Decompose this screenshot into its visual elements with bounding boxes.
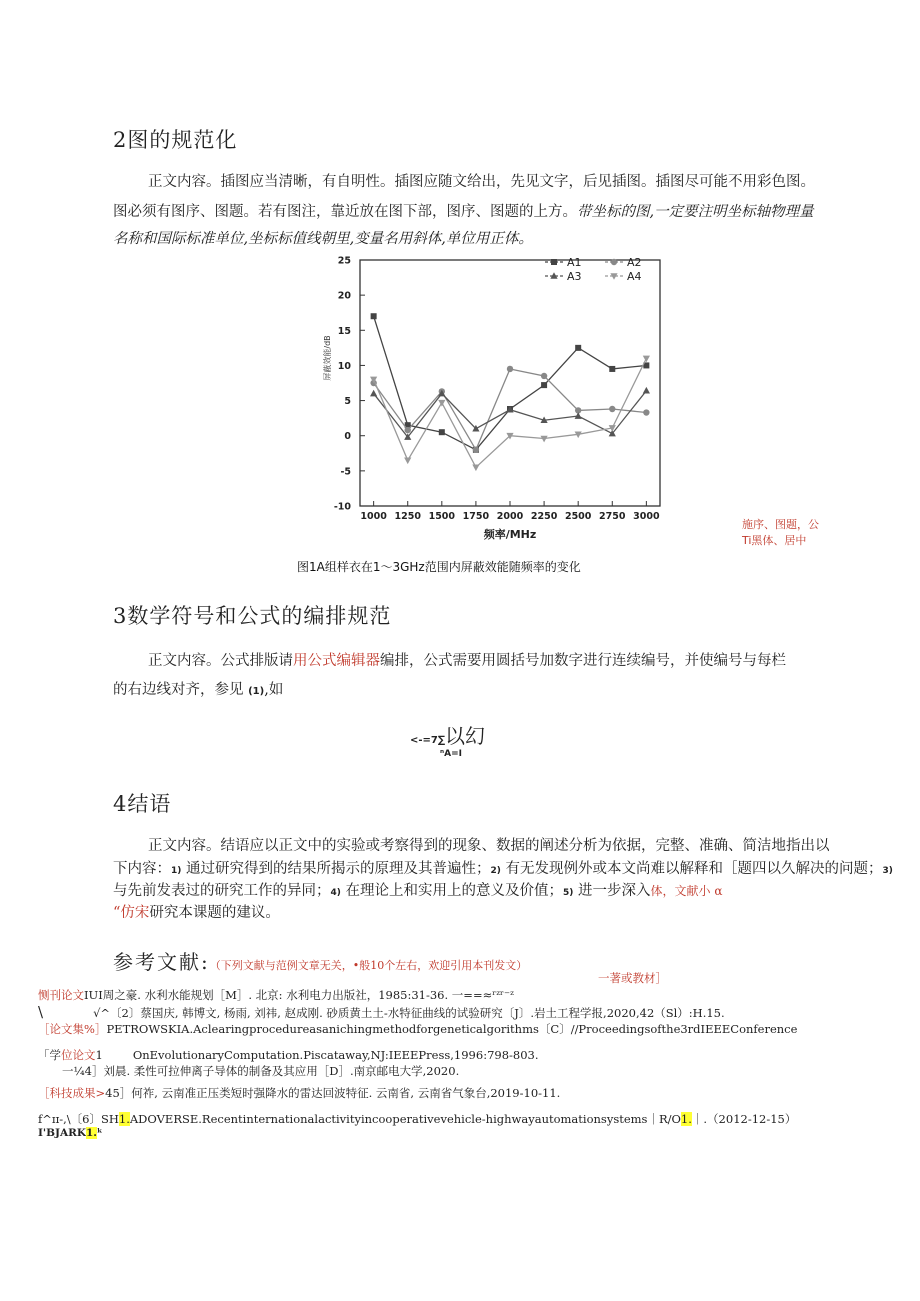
formula bbox=[410, 720, 485, 749]
s4-text: 下内容： bbox=[113, 861, 171, 877]
section4-heading: 4结语 bbox=[113, 792, 172, 816]
section3-text-c: 的右边线对齐，参见 bbox=[113, 682, 244, 698]
data-point bbox=[609, 366, 615, 372]
section3-heading: 3数学符号和公式的编排规范 bbox=[113, 604, 392, 628]
ref-text: ADOVERSE.Recentinternationalactivityincooperativevehicle-highwayautomationsystems｜R/O bbox=[129, 1112, 681, 1126]
ref-text: 45］何祚, 云南准正压类短时强降水的雷达回波特征. 云南省, 云南省气象台,2019-10-11. bbox=[105, 1086, 561, 1100]
x-tick-label: 2000 bbox=[496, 511, 524, 522]
ref-text: PETROWSKIA.Aclearingprocedureasanichingmethodforgeneticalgorithms〔C〕//Proceedingsofthe3rdIEEEConference bbox=[106, 1022, 798, 1036]
section2-para-line1: 正文内容。插图应当清晰，有自明性。插图应随文给出，先见文字，后见插图。插图尽可能不用彩色图。 bbox=[148, 174, 815, 190]
data-point bbox=[405, 427, 411, 433]
series-A4 bbox=[370, 356, 650, 472]
s4-text: 有无发现例外或本文尚难以解释和［题四以久解决的问题； bbox=[500, 861, 883, 877]
section2-para-line2-italic: 带坐标的图,一定要注明坐标轴物理量 bbox=[577, 204, 814, 220]
section3-text-b: 编排，公式需要用圆括号加数字进行连续编号，并使编号与每栏 bbox=[380, 653, 786, 669]
y-tick-label: 5 bbox=[344, 396, 351, 408]
font-note: 体，文献小 α bbox=[650, 884, 723, 898]
data-point bbox=[609, 406, 615, 412]
ref-text: ｜.（2012-12-15） bbox=[691, 1112, 797, 1126]
figure-caption: 图1A组样衣在1～3GHz范围内屏蔽效能随频率的变化 bbox=[297, 560, 581, 574]
reference-2 bbox=[38, 1003, 725, 1021]
ref-mark: 1 bbox=[95, 1048, 103, 1062]
section3-text-d: ,如 bbox=[264, 682, 284, 698]
data-point bbox=[438, 400, 445, 407]
references-note: （下列文献与范例文章无关，•般10个左右，欢迎引用本刊发文） bbox=[209, 959, 528, 972]
ref-text: √^〔2〕蔡国庆, 韩博文, 杨雨, 刘祎, 赵成刚. 砂质黄土土-水特征曲线的试验研究〔J〕.岩土工程学报,2020,42（Sl）:H.15. bbox=[93, 1006, 725, 1020]
s4-num: 2) bbox=[490, 866, 501, 876]
data-point bbox=[575, 345, 581, 351]
ref-type-tag: 恻刊论文 bbox=[38, 988, 84, 1002]
highlight-mark: 1. bbox=[85, 1127, 97, 1139]
ref-mark: 「学 bbox=[38, 1048, 61, 1062]
section4-line3 bbox=[113, 880, 722, 904]
x-tick-label: 2250 bbox=[530, 511, 558, 522]
s4-num: 5) bbox=[563, 888, 574, 898]
x-axis-label: 频率/MHz bbox=[483, 528, 537, 541]
data-point bbox=[507, 366, 513, 372]
ref-mark: \ bbox=[38, 1003, 44, 1021]
highlight-mark: 1. bbox=[680, 1112, 692, 1126]
reference-8 bbox=[38, 1127, 102, 1139]
references-header bbox=[113, 946, 527, 975]
y-tick-label: -5 bbox=[340, 466, 351, 478]
y-tick-label: 0 bbox=[344, 431, 351, 443]
y-tick-label: -10 bbox=[333, 501, 351, 513]
reference-1 bbox=[38, 987, 514, 1003]
data-point bbox=[404, 458, 411, 465]
figure-side-note bbox=[742, 517, 819, 549]
ref-type-tag: ［论文集%］ bbox=[38, 1022, 107, 1036]
font-note-2: “仿宋 bbox=[113, 905, 150, 921]
data-point bbox=[472, 465, 479, 472]
ref-text: I'BJARK bbox=[38, 1127, 86, 1139]
data-point bbox=[439, 429, 445, 435]
plot-frame bbox=[360, 260, 660, 506]
reference-3 bbox=[38, 1021, 797, 1037]
data-point bbox=[643, 356, 650, 363]
section4-line2 bbox=[113, 858, 893, 882]
y-tick-label: 10 bbox=[337, 360, 351, 372]
ref-type-tag: ［科技成果> bbox=[38, 1086, 106, 1100]
formula-subscript: ⁿA=I bbox=[440, 749, 462, 759]
section2-para-line2-normal: 图必须有图序、图题。若有图注，靠近放在图下部，图序、图题的上方。 bbox=[113, 204, 577, 220]
references-right-note: 一著或教材］ bbox=[598, 971, 667, 985]
side-note-line2: Ti黑体、居中 bbox=[742, 534, 807, 547]
side-note-line1: 施序、图题，公 bbox=[742, 518, 819, 531]
y-axis-label: 屏蔽效能/dB bbox=[323, 335, 332, 381]
x-tick-label: 1250 bbox=[394, 511, 421, 522]
reference-6 bbox=[38, 1085, 560, 1101]
reference-5: 一¼4］刘晨. 柔性可拉伸离子导体的制备及其应用［D］.南京邮电大学,2020. bbox=[62, 1064, 460, 1078]
formula-part-small: <-=7∑ bbox=[410, 735, 446, 746]
section3-para-line2 bbox=[113, 679, 283, 703]
formula-part-big: 以幻 bbox=[445, 724, 486, 748]
ref-text: IUI周之豪. 水利水能规划［M］. 北京: 水利电力出版社，1985:31-36. 一==≈ʳᶻʳ⁻ᶻ bbox=[84, 988, 514, 1002]
data-point bbox=[371, 313, 377, 319]
data-point bbox=[541, 382, 547, 388]
section2-heading: 2图的规范化 bbox=[113, 128, 238, 152]
section4-line4 bbox=[113, 902, 280, 924]
data-point bbox=[643, 409, 649, 415]
legend-label: A1 bbox=[567, 256, 582, 269]
data-point bbox=[541, 373, 547, 379]
shielding-chart bbox=[300, 248, 670, 548]
data-point bbox=[611, 259, 617, 265]
data-point bbox=[473, 447, 479, 453]
x-tick-label: 2750 bbox=[599, 511, 626, 522]
section3-text-a: 正文内容。公式排版请 bbox=[148, 653, 293, 669]
data-point bbox=[370, 390, 377, 397]
series-line bbox=[374, 358, 647, 467]
highlight-mark: 1. bbox=[118, 1112, 130, 1126]
reference-4 bbox=[38, 1047, 539, 1063]
s4-text: 进一步深入 bbox=[573, 883, 651, 899]
y-tick-label: 20 bbox=[337, 290, 351, 302]
s4-num: 3) bbox=[882, 866, 893, 876]
references-heading: 参考文献: bbox=[113, 950, 210, 974]
section4-line1: 正文内容。结语应以正文中的实验或考察得到的现象、数据的阐述分析为依据，完整、准确、简洁地指出以 bbox=[148, 838, 830, 854]
data-point bbox=[575, 412, 582, 419]
x-tick-label: 1750 bbox=[462, 511, 490, 522]
ref-text: ᵏ bbox=[96, 1127, 103, 1139]
section2-para-line3: 名称和国际标准单位,坐标标值线朝里,变量名用斜体,单位用正体。 bbox=[113, 231, 533, 247]
y-tick-label: 15 bbox=[337, 325, 351, 337]
data-point bbox=[551, 259, 557, 265]
data-point bbox=[540, 436, 547, 443]
legend-label: A4 bbox=[627, 270, 642, 283]
x-tick-label: 3000 bbox=[633, 511, 660, 522]
section3-para-line1 bbox=[148, 650, 786, 672]
x-tick-label: 2500 bbox=[564, 511, 592, 522]
s4-num: 1) bbox=[171, 866, 182, 876]
data-point bbox=[643, 387, 650, 394]
equation-ref: (1) bbox=[248, 686, 265, 697]
s4-num: 4) bbox=[330, 888, 341, 898]
section2-para-line2 bbox=[113, 201, 814, 223]
y-tick-label: 25 bbox=[337, 255, 351, 267]
ref-text: OnEvolutionaryComputation.Piscataway,NJ:IEEEPress,1996:798-803. bbox=[132, 1048, 539, 1062]
s4-text: 研究本课题的建议。 bbox=[149, 905, 280, 921]
formula-editor-note: 用公式编辑器 bbox=[293, 653, 380, 669]
reference-7 bbox=[38, 1111, 796, 1127]
ref-type-tag: 位论文 bbox=[61, 1048, 96, 1062]
s4-text: 通过研究得到的结果所揭示的原理及其普遍性； bbox=[181, 861, 491, 877]
x-tick-label: 1500 bbox=[428, 511, 456, 522]
s4-text: 在理论上和实用上的意义及价值； bbox=[340, 883, 563, 899]
s4-text: 与先前发表过的研究工作的异同； bbox=[113, 883, 331, 899]
x-tick-label: 1000 bbox=[360, 511, 387, 522]
legend-label: A2 bbox=[627, 256, 642, 269]
series-line bbox=[374, 391, 647, 437]
ref-text: f^ɪɪ-,\〔6〕SH bbox=[38, 1112, 119, 1126]
series-A3 bbox=[370, 387, 650, 440]
legend-label: A3 bbox=[567, 270, 582, 283]
